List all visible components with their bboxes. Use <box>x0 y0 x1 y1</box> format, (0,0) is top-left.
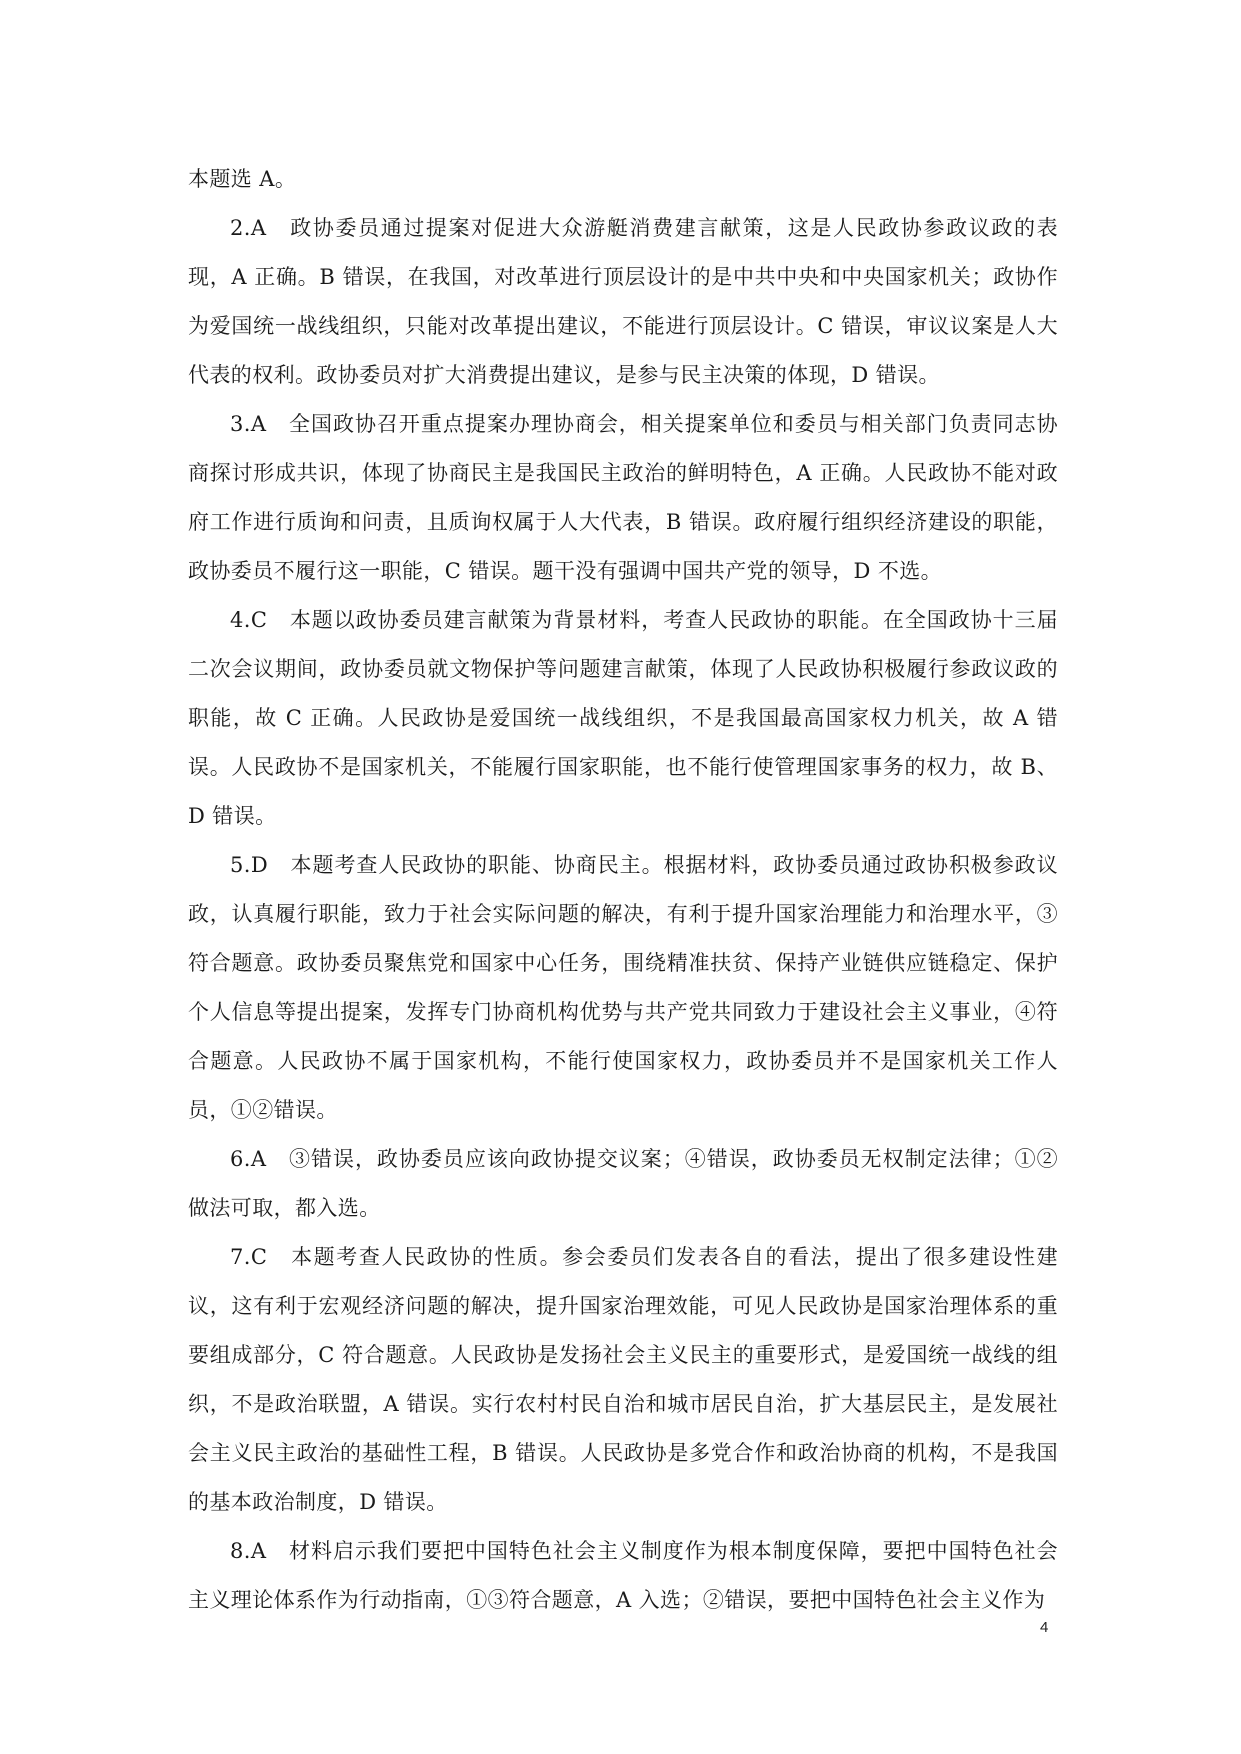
answer-3-explanation: 3.A 全国政协召开重点提案办理协商会，相关提案单位和委员与相关部门负责同志协商探讨形成共识，体现了协商民主是我国民主政治的鲜明特色，A 正确。人民政协不能对政府工作进行质询和问责，且质询权属于人大代表，B 错误。政府履行组织经济建设的职能，政协委员不履行这一职能，C 错误。题干没有强调中国共产党的领导，D 不选。 <box>188 412 1058 583</box>
answer-8-explanation: 8.A 材料启示我们要把中国特色社会主义制度作为根本制度保障，要把中国特色社会主义理论体系作为行动指南，①③符合题意，A 入选；②错误，要把中国特色社会主义作为 <box>188 1539 1058 1612</box>
paragraph-continuation: 本题选 A。 <box>188 167 297 191</box>
answer-5-explanation: 5.D 本题考查人民政协的职能、协商民主。根据材料，政协委员通过政协积极参政议政，认真履行职能，致力于社会实际问题的解决，有利于提升国家治理能力和治理水平，③符合题意。政协委员聚焦党和国家中心任务，围绕精准扶贫、保持产业链供应链稳定、保护个人信息等提出提案，发挥专门协商机构优势与共产党共同致力于建设社会主义事业，④符合题意。人民政协不属于国家机构，不能行使国家权力，政协委员并不是国家机关工作人员，①②错误。 <box>188 853 1058 1122</box>
answer-7-explanation: 7.C 本题考查人民政协的性质。参会委员们发表各自的看法，提出了很多建设性建议，这有利于宏观经济问题的解决，提升国家治理效能，可见人民政协是国家治理体系的重要组成部分，C 符合题意。人民政协是发扬社会主义民主的重要形式，是爱国统一战线的组织，不是政治联盟，A 错误。实行农村村民自治和城市居民自治，扩大基层民主，是发展社会主义民主政治的基础性工程，B 错误。人民政协是多党合作和政治协商的机构，不是我国的基本政治制度，D 错误。 <box>188 1245 1058 1514</box>
answer-explanations <box>188 155 1058 1625</box>
page-number: 4 <box>1040 1619 1049 1636</box>
answer-6-explanation: 6.A ③错误，政协委员应该向政协提交议案；④错误，政协委员无权制定法律；①②做法可取，都入选。 <box>188 1147 1058 1220</box>
answer-4-explanation: 4.C 本题以政协委员建言献策为背景材料，考查人民政协的职能。在全国政协十三届二次会议期间，政协委员就文物保护等问题建言献策，体现了人民政协积极履行参政议政的职能，故 C 正确。人民政协是爱国统一战线组织，不是我国最高国家权力机关，故 A 错误。人民政协不是国家机关，不能履行国家职能，也不能行使管理国家事务的权力，故 B、D 错误。 <box>188 608 1058 828</box>
answer-2-explanation: 2.A 政协委员通过提案对促进大众游艇消费建言献策，这是人民政协参政议政的表现，A 正确。B 错误，在我国，对改革进行顶层设计的是中共中央和中央国家机关；政协作为爱国统一战线组织，只能对改革提出建议，不能进行顶层设计。C 错误，审议议案是人大代表的权利。政协委员对扩大消费提出建议，是参与民主决策的体现，D 错误。 <box>188 216 1058 387</box>
